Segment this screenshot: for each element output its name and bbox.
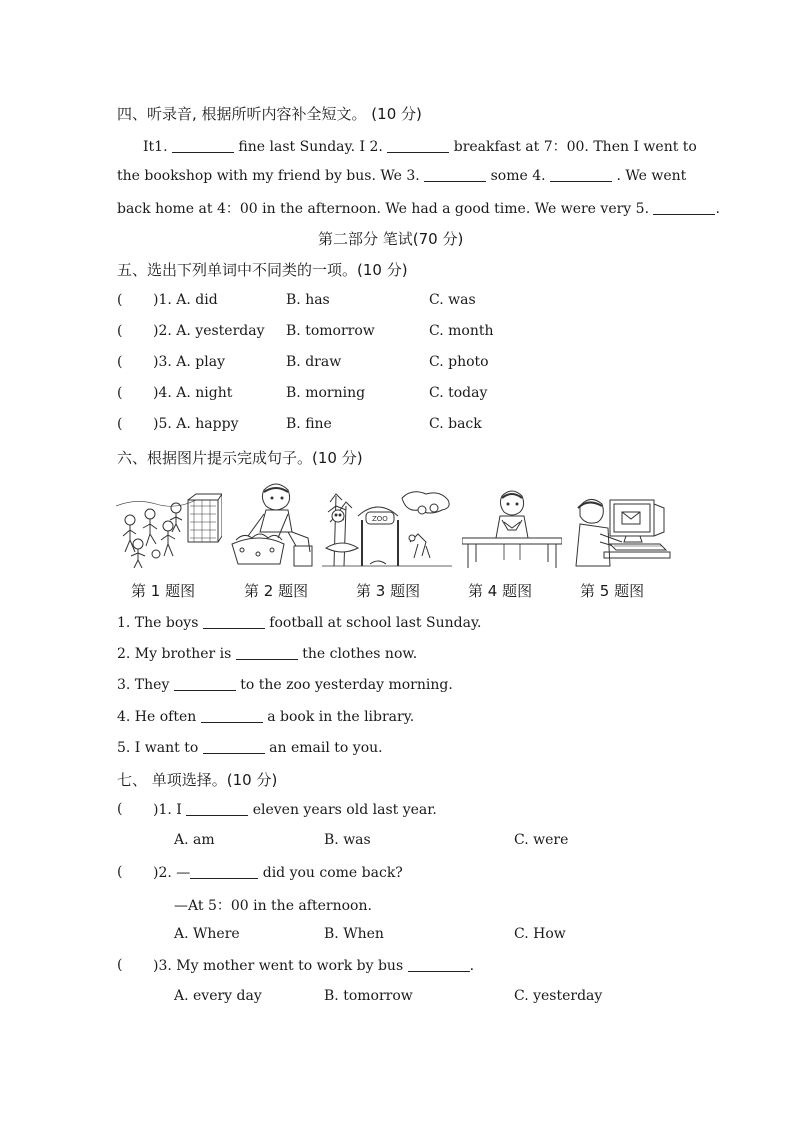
option-b[interactable]: B. tomorrow	[286, 323, 375, 339]
passage-line-3: back home at 4：00 in the afternoon. We had a good time. We were very 5. .	[117, 201, 720, 217]
caption-picture-4: 第 4 题图	[468, 582, 533, 600]
caption-picture-3: 第 3 题图	[356, 582, 421, 600]
sentence-end: football at school last Sunday.	[269, 615, 482, 631]
sentence-1	[117, 614, 481, 631]
answer-blank[interactable]	[174, 676, 236, 691]
blank-2[interactable]	[387, 138, 449, 153]
picture-3-zoo-scene	[322, 486, 452, 568]
answer-blank[interactable]	[236, 645, 298, 660]
sentence-start: 2. My brother is	[117, 646, 232, 662]
option-c[interactable]: C. month	[429, 323, 494, 339]
option-a[interactable]: )1. A. did	[153, 292, 218, 308]
section-6-heading: 六、根据图片提示完成句子。(10 分)	[117, 449, 363, 467]
option-a[interactable]: )2. A. yesterday	[153, 323, 265, 339]
option-c[interactable]: C. How	[514, 926, 566, 942]
option-a[interactable]: A. Where	[174, 926, 240, 942]
answer-paren: (	[117, 416, 123, 432]
option-c[interactable]: C. back	[429, 416, 482, 432]
section-4-heading: 四、听录音, 根据所听内容补全短文。 (10 分)	[117, 105, 422, 123]
sentence-end: a book in the library.	[267, 709, 415, 725]
blank-3[interactable]	[424, 167, 486, 182]
answer-paren: (	[117, 354, 123, 370]
section-7-heading: 七、 单项选择。(10 分)	[117, 771, 278, 789]
option-b[interactable]: B. When	[324, 926, 384, 942]
option-c[interactable]: C. were	[514, 832, 569, 848]
answer-blank[interactable]	[186, 801, 248, 816]
answer-paren: (	[117, 385, 123, 401]
sentence-2	[117, 645, 417, 662]
sentence-end: an email to you.	[269, 740, 383, 756]
option-b[interactable]: B. has	[286, 292, 330, 308]
option-a[interactable]: A. am	[174, 832, 215, 848]
sentence-4	[117, 708, 414, 725]
answer-blank[interactable]	[203, 739, 265, 754]
option-c[interactable]: C. today	[429, 385, 488, 401]
sentence-3	[117, 676, 453, 693]
sentence-start: 1. The boys	[117, 615, 199, 631]
svg-text:ZOO: ZOO	[372, 515, 388, 523]
sentence-end: to the zoo yesterday morning.	[240, 677, 453, 693]
option-a[interactable]: A. every day	[174, 988, 262, 1004]
picture-5-boy-at-computer	[574, 486, 672, 568]
option-c[interactable]: C. yesterday	[514, 988, 603, 1004]
option-a[interactable]: )5. A. happy	[153, 416, 239, 432]
sentence-start: 4. He often	[117, 709, 197, 725]
answer-paren: (	[117, 292, 123, 308]
caption-picture-5: 第 5 题图	[580, 582, 645, 600]
option-c[interactable]: C. was	[429, 292, 476, 308]
answer-paren: (	[117, 323, 123, 339]
sentence-5	[117, 739, 383, 756]
part-2-title: 第二部分 笔试(70 分)	[318, 230, 464, 248]
option-b[interactable]: B. tomorrow	[324, 988, 413, 1004]
picture-1-boys-playing-football	[116, 486, 222, 568]
caption-picture-1: 第 1 题图	[131, 582, 196, 600]
blank-1[interactable]	[172, 138, 234, 153]
option-b[interactable]: B. was	[324, 832, 371, 848]
picture-2-boy-washing-clothes	[230, 480, 316, 568]
option-b[interactable]: B. draw	[286, 354, 342, 370]
picture-4-boy-reading-book	[462, 486, 562, 568]
sentence-start: 3. They	[117, 677, 170, 693]
option-c[interactable]: C. photo	[429, 354, 489, 370]
sentence-start: 5. I want to	[117, 740, 199, 756]
option-b[interactable]: B. morning	[286, 385, 366, 401]
answer-blank[interactable]	[190, 864, 258, 879]
option-a[interactable]: )3. A. play	[153, 354, 225, 370]
answer-blank[interactable]	[408, 957, 470, 972]
blank-5[interactable]	[653, 200, 715, 215]
answer-blank[interactable]	[201, 708, 263, 723]
section-5-heading: 五、选出下列单词中不同类的一项。(10 分)	[117, 261, 408, 279]
passage-line-2: the bookshop with my friend by bus. We 3. some 4. . We went	[117, 168, 687, 184]
passage-line-1: It1. fine last Sunday. I 2. breakfast at 7：00. Then I went to	[143, 139, 697, 155]
caption-picture-2: 第 2 题图	[244, 582, 309, 600]
option-a[interactable]: )4. A. night	[153, 385, 233, 401]
option-b[interactable]: B. fine	[286, 416, 332, 432]
answer-blank[interactable]	[203, 614, 265, 629]
sentence-end: the clothes now.	[302, 646, 418, 662]
blank-4[interactable]	[550, 167, 612, 182]
